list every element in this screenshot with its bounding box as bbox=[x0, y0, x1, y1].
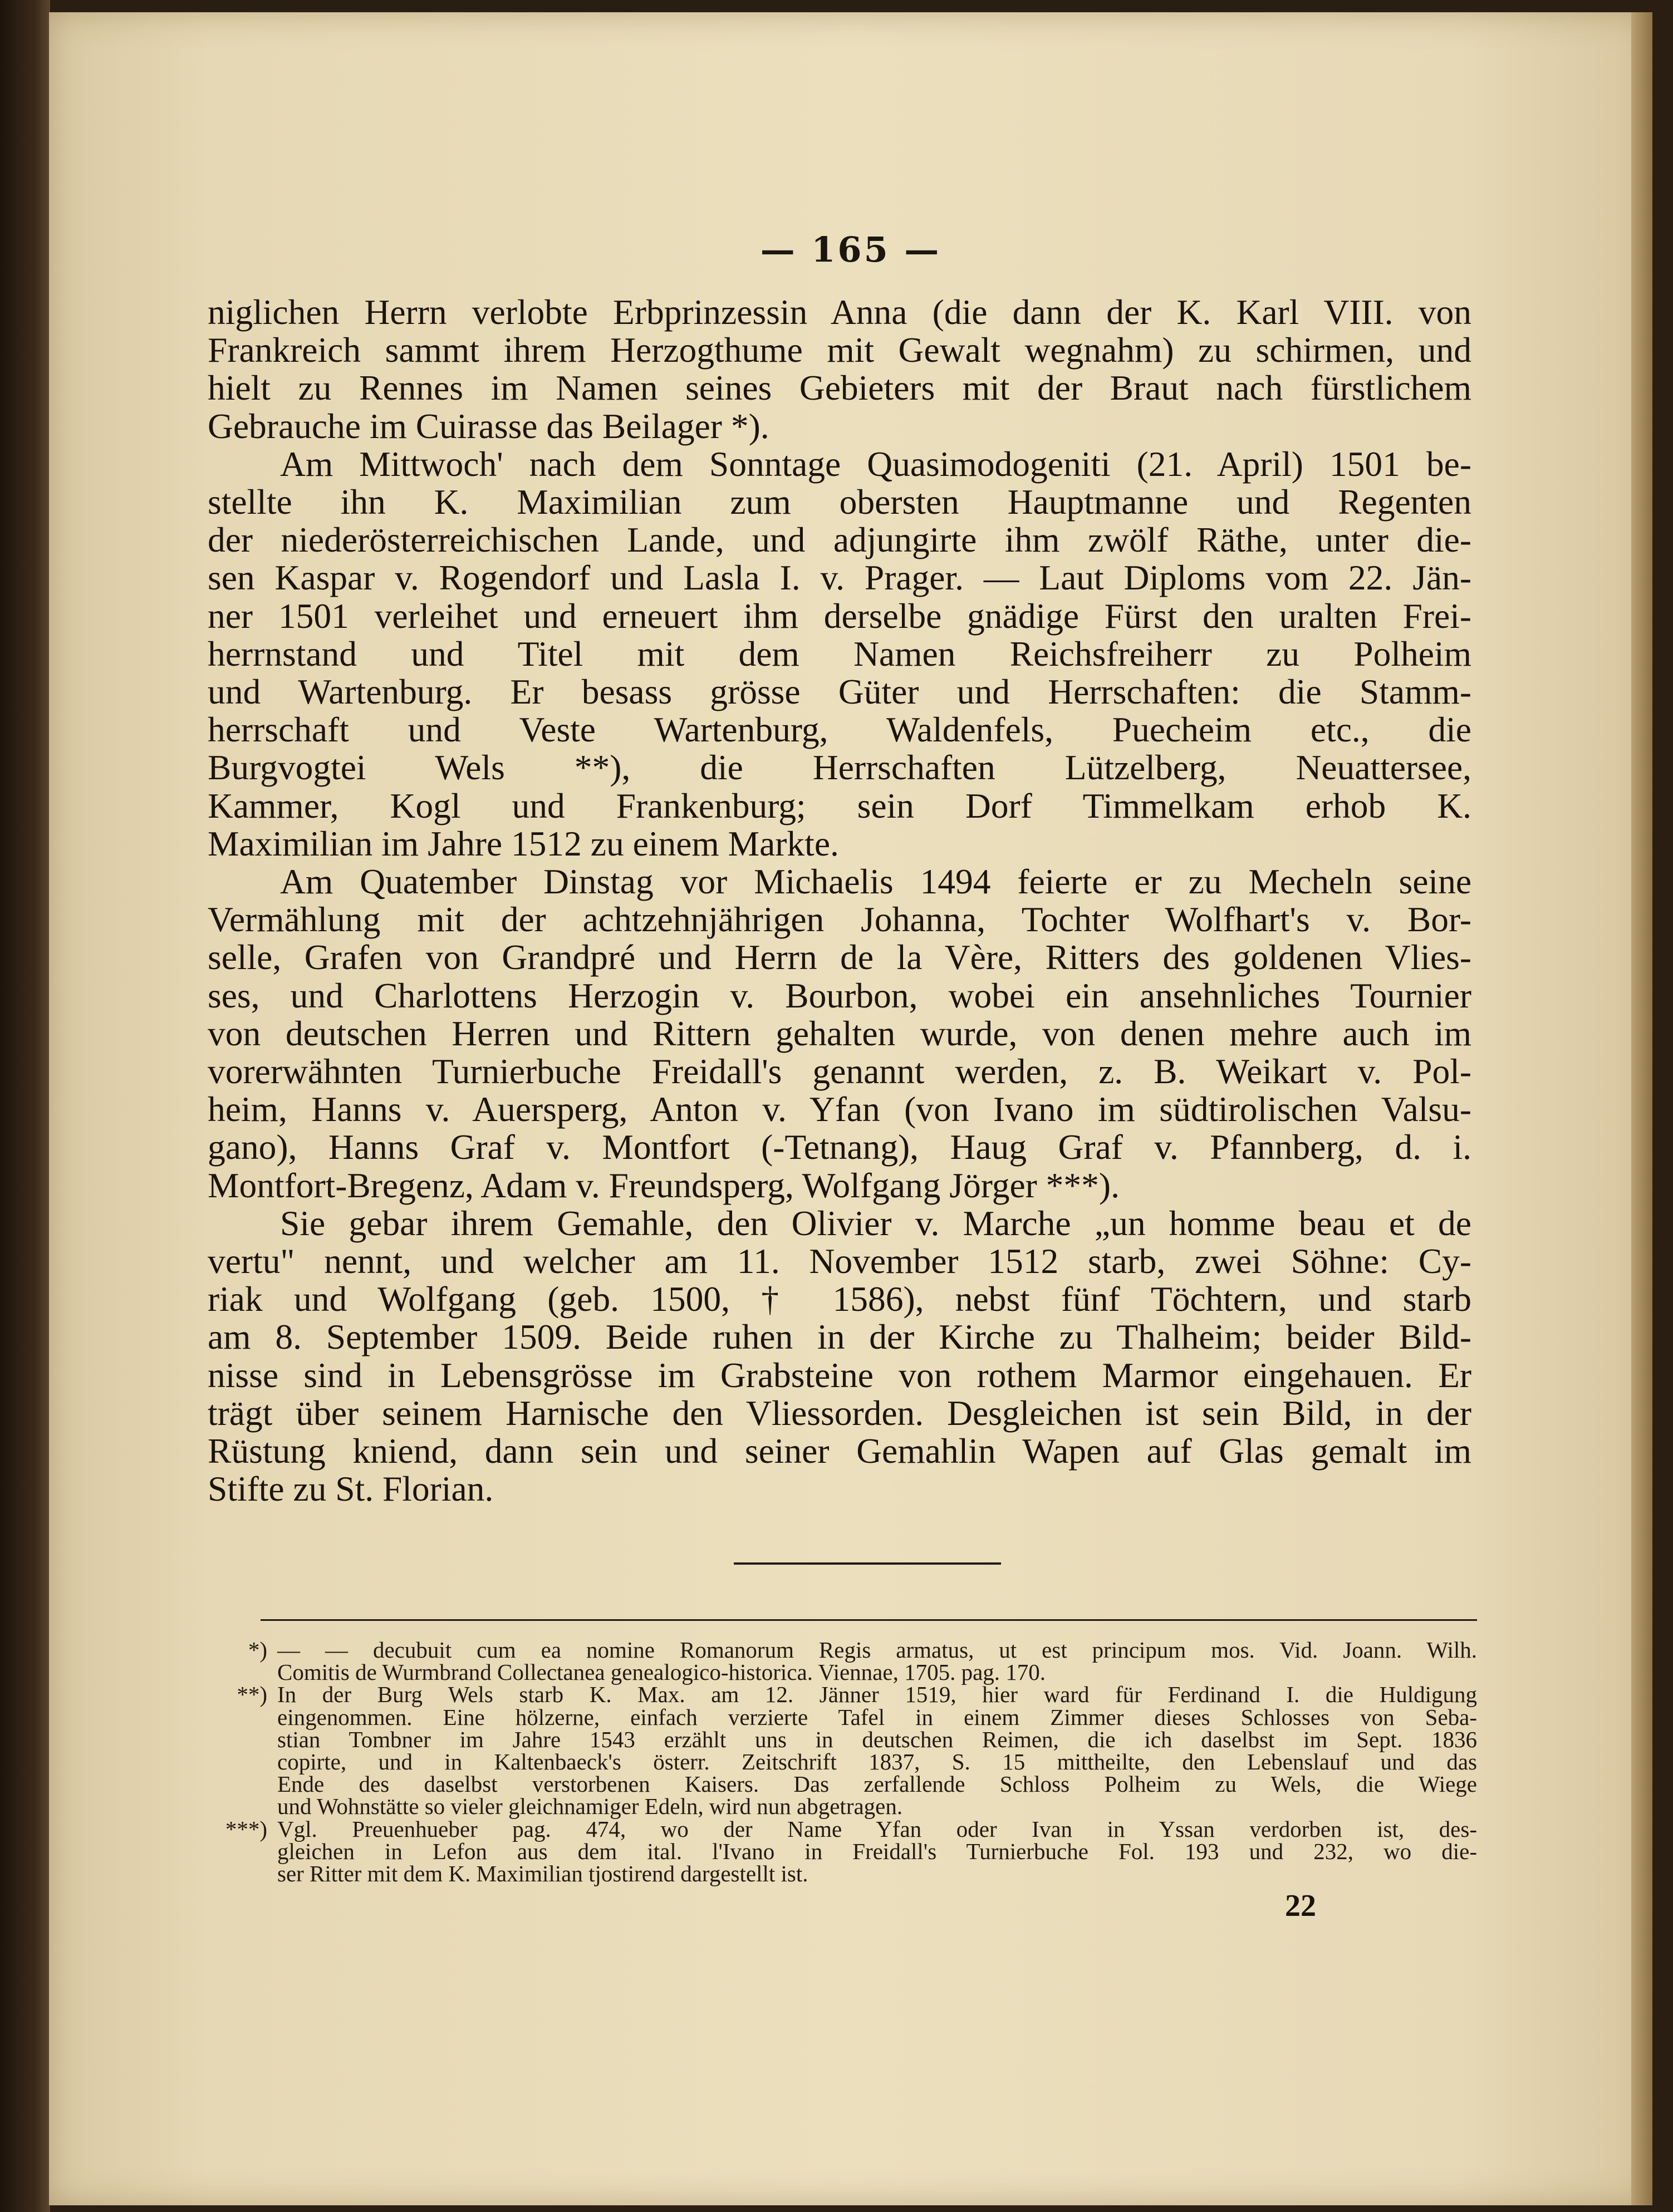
footnote-line: ser Ritter mit dem K. Maximilian tjostirend dargestellt ist. bbox=[277, 1861, 808, 1887]
text-line: ses, und Charlottens Herzogin v. Bourbon, wobei ein ansehnliches Tournier bbox=[208, 975, 1471, 1015]
text-line: stellte ihn K. Maximilian zum obersten Hauptmanne und Regenten bbox=[208, 482, 1471, 522]
footnote-mark: **) bbox=[237, 1682, 267, 1708]
text-line: von deutschen Herren und Rittern gehalten wurde, von denen mehre auch im bbox=[208, 1013, 1471, 1053]
text-line: gano), Hanns Graf v. Montfort (-Tetnang), Haug Graf v. Pfannberg, d. i. bbox=[208, 1127, 1471, 1167]
text-line: Am Mittwoch' nach dem Sonntage Quasimodogeniti (21. April) 1501 be- bbox=[280, 444, 1471, 484]
main-text bbox=[208, 293, 1471, 1508]
text-line: Montfort-Bregenz, Adam v. Freundsperg, Wolfgang Jörger ***). bbox=[208, 1165, 1120, 1205]
footnote-line: gleichen in Lefon aus dem ital. l'Ivano in Freidall's Turnierbuche Fol. 193 und 232, wo die- bbox=[277, 1838, 1477, 1864]
footnote-line: copirte, und in Kaltenbaeck's österr. Zeitschrift 1837, S. 15 mittheilte, den Lebenslauf und das bbox=[277, 1749, 1477, 1775]
footnote-line: Ende des daselbst verstorbenen Kaisers. Das zerfallende Schloss Polheim zu Wels, die Wiege bbox=[277, 1771, 1477, 1797]
text-line: trägt über seinem Harnische den Vliessorden. Desgleichen ist sein Bild, in der bbox=[208, 1393, 1471, 1433]
page-number: — 165 — bbox=[760, 229, 941, 270]
text-line: sen Kaspar v. Rogendorf und Lasla I. v. Prager. — Laut Diploms vom 22. Jän- bbox=[208, 558, 1471, 598]
footnotes bbox=[225, 1637, 1477, 1887]
text-line: nisse sind in Lebensgrösse im Grabsteine von rothem Marmor eingehauen. Er bbox=[208, 1355, 1471, 1395]
footnote-line: — — decubuit cum ea nomine Romanorum Regis armatus, ut est principum mos. Vid. Joann. Wilh. bbox=[277, 1637, 1477, 1663]
book-binding bbox=[0, 0, 50, 2212]
text-line: vertu" nennt, und welcher am 11. November 1512 starb, zwei Söhne: Cy- bbox=[208, 1241, 1471, 1281]
text-line: heim, Hanns v. Auersperg, Anton v. Yfan (von Ivano im südtirolischen Valsu- bbox=[208, 1089, 1471, 1129]
text-line: herrnstand und Titel mit dem Namen Reichsfreiherr zu Polheim bbox=[208, 633, 1471, 674]
text-line: Stifte zu St. Florian. bbox=[208, 1469, 494, 1509]
footnote-line: In der Burg Wels starb K. Max. am 12. Jänner 1519, hier ward für Ferdinand I. die Huldigung bbox=[277, 1682, 1477, 1708]
text-line: riak und Wolfgang (geb. 1500, † 1586), nebst fünf Töchtern, und starb bbox=[208, 1279, 1471, 1319]
text-line: Vermählung mit der achtzehnjährigen Johanna, Tochter Wolfhart's v. Bor- bbox=[208, 899, 1471, 940]
section-separator bbox=[734, 1562, 1001, 1565]
text-line: Gebrauche im Cuirasse das Beilager *). bbox=[208, 406, 769, 446]
footnote-rule bbox=[261, 1619, 1477, 1621]
footnote-line: Vgl. Preuenhueber pag. 474, wo der Name Yfan oder Ivan in Yssan verdorben ist, des- bbox=[277, 1816, 1477, 1842]
footnote bbox=[225, 1816, 1477, 1887]
text-line: Burgvogtei Wels **), die Herrschaften Lützelberg, Neuattersee, bbox=[208, 748, 1471, 788]
text-line: Sie gebar ihrem Gemahle, den Olivier v. Marche „un homme beau et de bbox=[280, 1203, 1471, 1243]
text-line: ner 1501 verleihet und erneuert ihm derselbe gnädige Fürst den uralten Frei- bbox=[208, 596, 1471, 636]
text-line: Frankreich sammt ihrem Herzogthume mit Gewalt wegnahm) zu schirmen, und bbox=[208, 330, 1471, 370]
footnote-line: eingenommen. Eine hölzerne, einfach verzierte Tafel in einem Zimmer dieses Schlosses von Seba- bbox=[277, 1704, 1477, 1730]
text-line: vorerwähnten Turnierbuche Freidall's genannt werden, z. B. Weikart v. Pol- bbox=[208, 1051, 1471, 1092]
page-edge bbox=[1631, 12, 1652, 2205]
text-line: und Wartenburg. Er besass grösse Güter und Herrschaften: die Stamm- bbox=[208, 672, 1471, 712]
text-line: Maximilian im Jahre 1512 zu einem Markte. bbox=[208, 823, 839, 863]
printer-signature: 22 bbox=[1285, 1889, 1316, 1923]
footnote bbox=[237, 1682, 1477, 1820]
footnote-line: Comitis de Wurmbrand Collectanea genealogico-historica. Viennae, 1705. pag. 170. bbox=[277, 1659, 1046, 1685]
book-page bbox=[49, 12, 1652, 2205]
footnote-line: stian Tombner im Jahre 1543 erzählt uns in deutschen Reimen, die ich daselbst im Sept. 1836 bbox=[277, 1726, 1477, 1752]
footnote bbox=[248, 1637, 1477, 1685]
text-line: hielt zu Rennes im Namen seines Gebieters mit der Braut nach fürstlichem bbox=[208, 368, 1471, 408]
text-line: Kammer, Kogl und Frankenburg; sein Dorf Timmelkam erhob K. bbox=[208, 785, 1471, 825]
text-line: Am Quatember Dinstag vor Michaelis 1494 feierte er zu Mecheln seine bbox=[280, 862, 1471, 902]
text-line: herrschaft und Veste Wartenburg, Waldenfels, Puecheim etc., die bbox=[208, 710, 1471, 750]
text-line: selle, Grafen von Grandpré und Herrn de la Vère, Ritters des goldenen Vlies- bbox=[208, 937, 1471, 977]
footnote-mark: ***) bbox=[225, 1816, 267, 1842]
text-line: niglichen Herrn verlobte Erbprinzessin Anna (die dann der K. Karl VIII. von bbox=[208, 292, 1471, 332]
text-line: Rüstung kniend, dann sein und seiner Gemahlin Wapen auf Glas gemalt im bbox=[208, 1431, 1471, 1471]
footnote-line: und Wohnstätte so vieler gleichnamiger Edeln, wird nun abgetragen. bbox=[277, 1793, 903, 1820]
text-line: am 8. September 1509. Beide ruhen in der Kirche zu Thalheim; beider Bild- bbox=[208, 1317, 1471, 1357]
footnote-mark: *) bbox=[248, 1637, 267, 1663]
text-line: der niederösterreichischen Lande, und adjungirte ihm zwölf Räthe, unter die- bbox=[208, 520, 1471, 560]
